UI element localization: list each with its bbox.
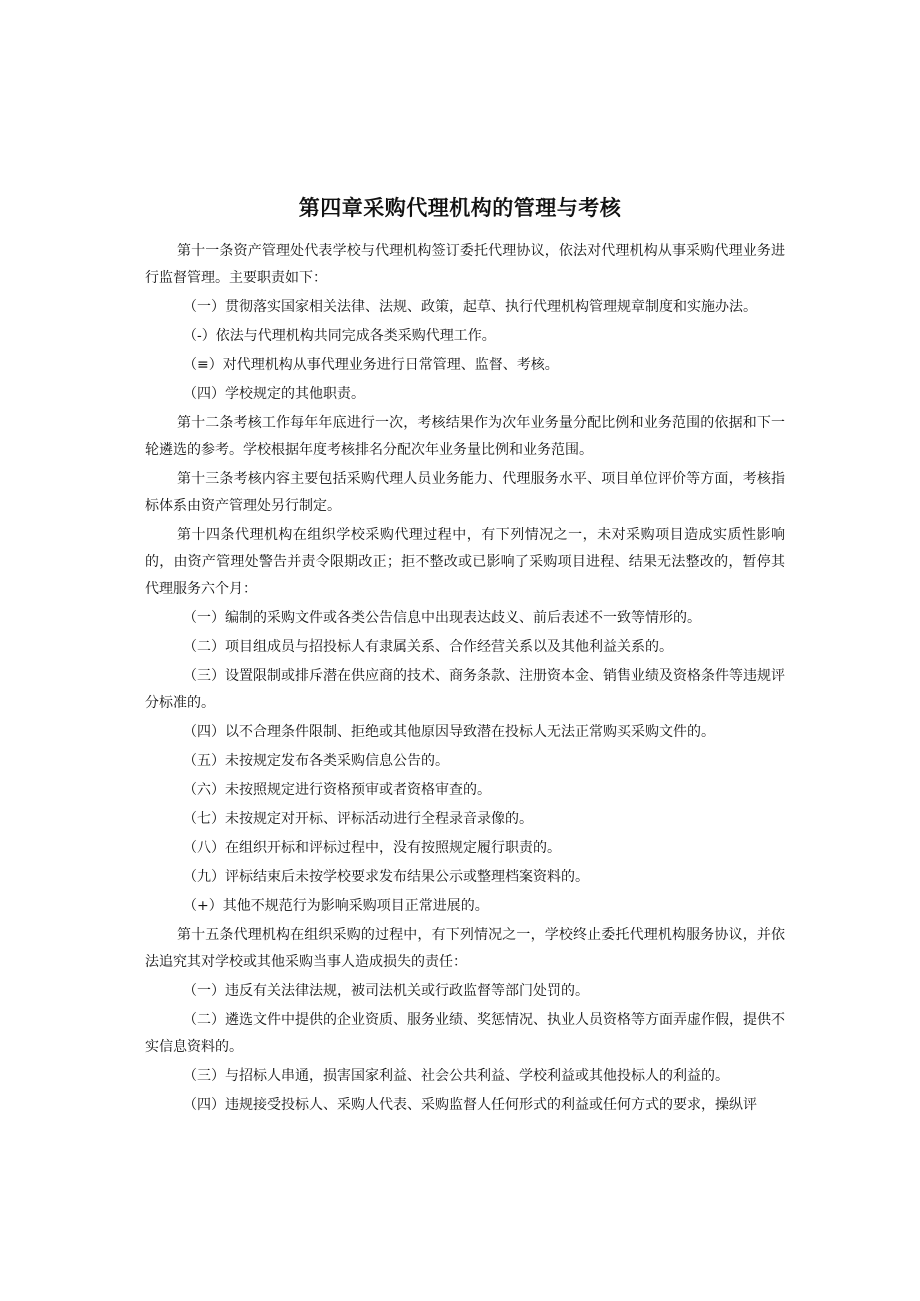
- article-14-item-8: （八）在组织开标和评标过程中，没有按照规定履行职责的。: [183, 840, 561, 856]
- article-11: 第十一条资产管理处代表学校与代理机构签订委托代理协议，依法对代理机构从事采购代理业务进行监督管理。主要职责如下：: [145, 243, 785, 286]
- article-14-item-9: （九）评标结束后未按学校要求发布结果公示或整理档案资料的。: [183, 869, 589, 885]
- article-12: 第十二条考核工作每年年底进行一次，考核结果作为次年业务量分配比例和业务范围的依据和下一轮遴选的参考。学校根据年度考核排名分配次年业务量比例和业务范围。: [145, 415, 785, 458]
- article-14-item-1: （一）编制的采购文件或各类公告信息中出现表达歧义、前后表述不一致等情形的。: [183, 610, 701, 626]
- article-11-item-2: （-）依法与代理机构共同完成各类采购代理工作。: [183, 328, 496, 344]
- article-15-item-3: （三）与招标人串通，损害国家利益、社会公共利益、学校利益或其他投标人的利益的。: [183, 1068, 729, 1084]
- document-body: [145, 238, 785, 1119]
- article-11-item-1: （一）贯彻落实国家相关法律、法规、政策，起草、执行代理机构管理规章制度和实施办法。: [183, 299, 757, 315]
- article-11-item-3: （≡）对代理机构从事代理业务进行日常管理、监督、考核。: [183, 357, 559, 373]
- article-14-item-3: （三）设置限制或排斥潜在供应商的技术、商务条款、注册资本金、销售业绩及资格条件等违规评分标准的。: [145, 668, 785, 711]
- article-14-item-5: （五）未按规定发布各类采购信息公告的。: [183, 753, 449, 769]
- article-14-item-10: （+）其他不规范行为影响采购项目正常进展的。: [183, 898, 489, 914]
- article-13: 第十三条考核内容主要包括采购代理人员业务能力、代理服务水平、项目单位评价等方面，考核指标体系由资产管理处另行制定。: [145, 471, 785, 514]
- article-15: 第十五条代理机构在组织采购的过程中，有下列情况之一，学校终止委托代理机构服务协议，并依法追究其对学校或其他采购当事人造成损失的责任：: [145, 927, 785, 970]
- article-14-item-6: （六）未按照规定进行资格预审或者资格审查的。: [183, 782, 491, 798]
- article-15-item-2: （二）遴选文件中提供的企业资质、服务业绩、奖惩情况、执业人员资格等方面弄虚作假，提供不实信息资料的。: [145, 1012, 785, 1055]
- article-15-item-1: （一）违反有关法律法规，被司法机关或行政监督等部门处罚的。: [183, 983, 589, 999]
- article-14: 第十四条代理机构在组织学校采购代理过程中，有下列情况之一，未对采购项目造成实质性影响的，由资产管理处警告并责令限期改正；拒不整改或已影响了采购项目进程、结果无法整改的，暂停其代理服务六个月：: [145, 527, 785, 597]
- article-15-item-4: （四）违规接受投标人、采购人代表、采购监督人任何形式的利益或任何方式的要求，操纵评: [183, 1097, 757, 1113]
- article-11-item-4: （四）学校规定的其他职责。: [183, 386, 365, 402]
- article-14-item-2: （二）项目组成员与招投标人有隶属关系、合作经营关系以及其他利益关系的。: [183, 639, 673, 655]
- article-14-item-4: （四）以不合理条件限制、拒绝或其他原因导致潜在投标人无法正常购买采购文件的。: [183, 724, 715, 740]
- chapter-title: 第四章采购代理机构的管理与考核: [298, 196, 622, 220]
- article-14-item-7: （七）未按规定对开标、评标活动进行全程录音录像的。: [183, 811, 533, 827]
